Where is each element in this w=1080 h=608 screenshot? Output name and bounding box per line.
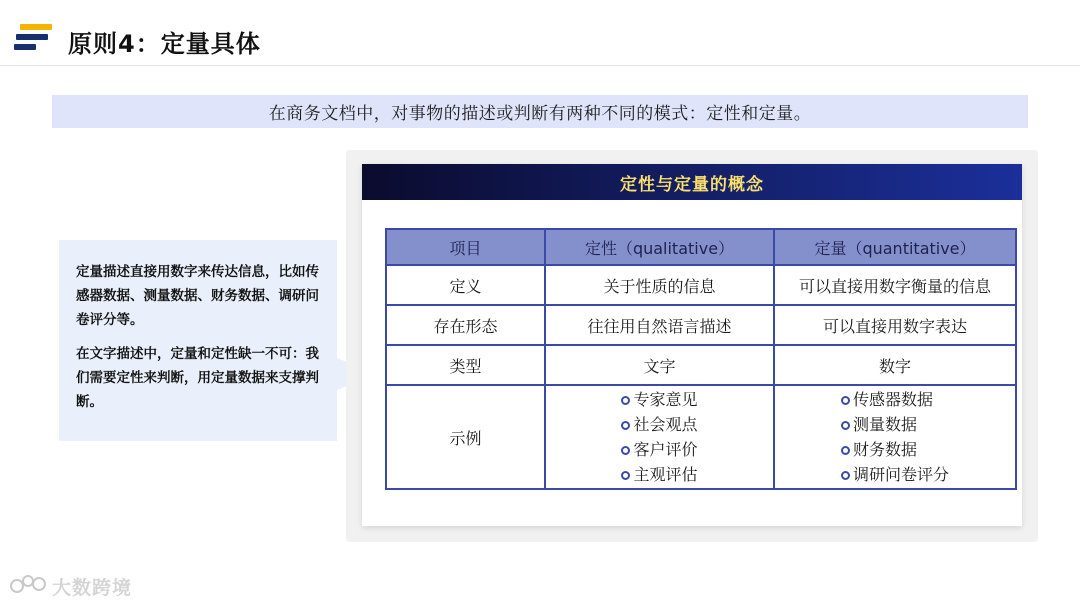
list-item: 客户评价: [621, 437, 697, 462]
watermark-text: 大数跨境: [52, 576, 133, 599]
banner-text: 在商务文档中，对事物的描述或判断有两种不同的模式：定性和定量。: [268, 104, 812, 124]
watermark: [10, 572, 132, 600]
logo-icon: [14, 22, 54, 54]
column-header-item: 项目: [386, 229, 545, 265]
concept-table: [385, 228, 1017, 490]
table-row: [386, 345, 1016, 385]
header: [0, 0, 1080, 66]
quantitative-cell: 可以直接用数字表达: [774, 305, 1016, 345]
concept-card: [362, 164, 1022, 526]
card-title-bar: [362, 164, 1022, 200]
list-item: 调研问卷评分: [841, 462, 949, 487]
column-header-quantitative: 定量（quantitative）: [774, 229, 1016, 265]
table-header-row: [386, 229, 1016, 265]
card-title: 定性与定量的概念: [620, 174, 764, 195]
watermark-logo-icon: [10, 573, 48, 599]
quantitative-cell: 数字: [774, 345, 1016, 385]
list-item: 主观评估: [621, 462, 697, 487]
quantitative-cell: 可以直接用数字衡量的信息: [774, 265, 1016, 305]
qualitative-cell: 文字: [545, 345, 774, 385]
qualitative-cell: 关于性质的信息: [545, 265, 774, 305]
quantitative-examples-list: [841, 387, 949, 487]
qualitative-examples-list: [621, 387, 697, 487]
intro-banner: [52, 95, 1028, 128]
row-label: 类型: [386, 345, 545, 385]
quantitative-examples-cell: [774, 385, 1016, 489]
column-header-qualitative: 定性（qualitative）: [545, 229, 774, 265]
callout-paragraph-1: 定量描述直接用数字来传达信息，比如传感器数据、测量数据、财务数据、调研问卷评分等。: [76, 264, 319, 328]
explanation-callout: [59, 240, 337, 441]
list-item: 财务数据: [841, 437, 949, 462]
list-item: 测量数据: [841, 412, 949, 437]
row-label: 存在形态: [386, 305, 545, 345]
table-row-examples: [386, 385, 1016, 489]
list-item: 专家意见: [621, 387, 697, 412]
qualitative-examples-cell: [545, 385, 774, 489]
table-row: [386, 265, 1016, 305]
row-label: 示例: [386, 385, 545, 489]
row-label: 定义: [386, 265, 545, 305]
list-item: 传感器数据: [841, 387, 949, 412]
callout-paragraph-2: 在文字描述中，定量和定性缺一不可：我们需要定性来判断，用定量数据来支撑判断。: [76, 346, 319, 410]
list-item: 社会观点: [621, 412, 697, 437]
qualitative-cell: 往往用自然语言描述: [545, 305, 774, 345]
page-title: 原则4：定量具体: [68, 30, 261, 58]
table-row: [386, 305, 1016, 345]
